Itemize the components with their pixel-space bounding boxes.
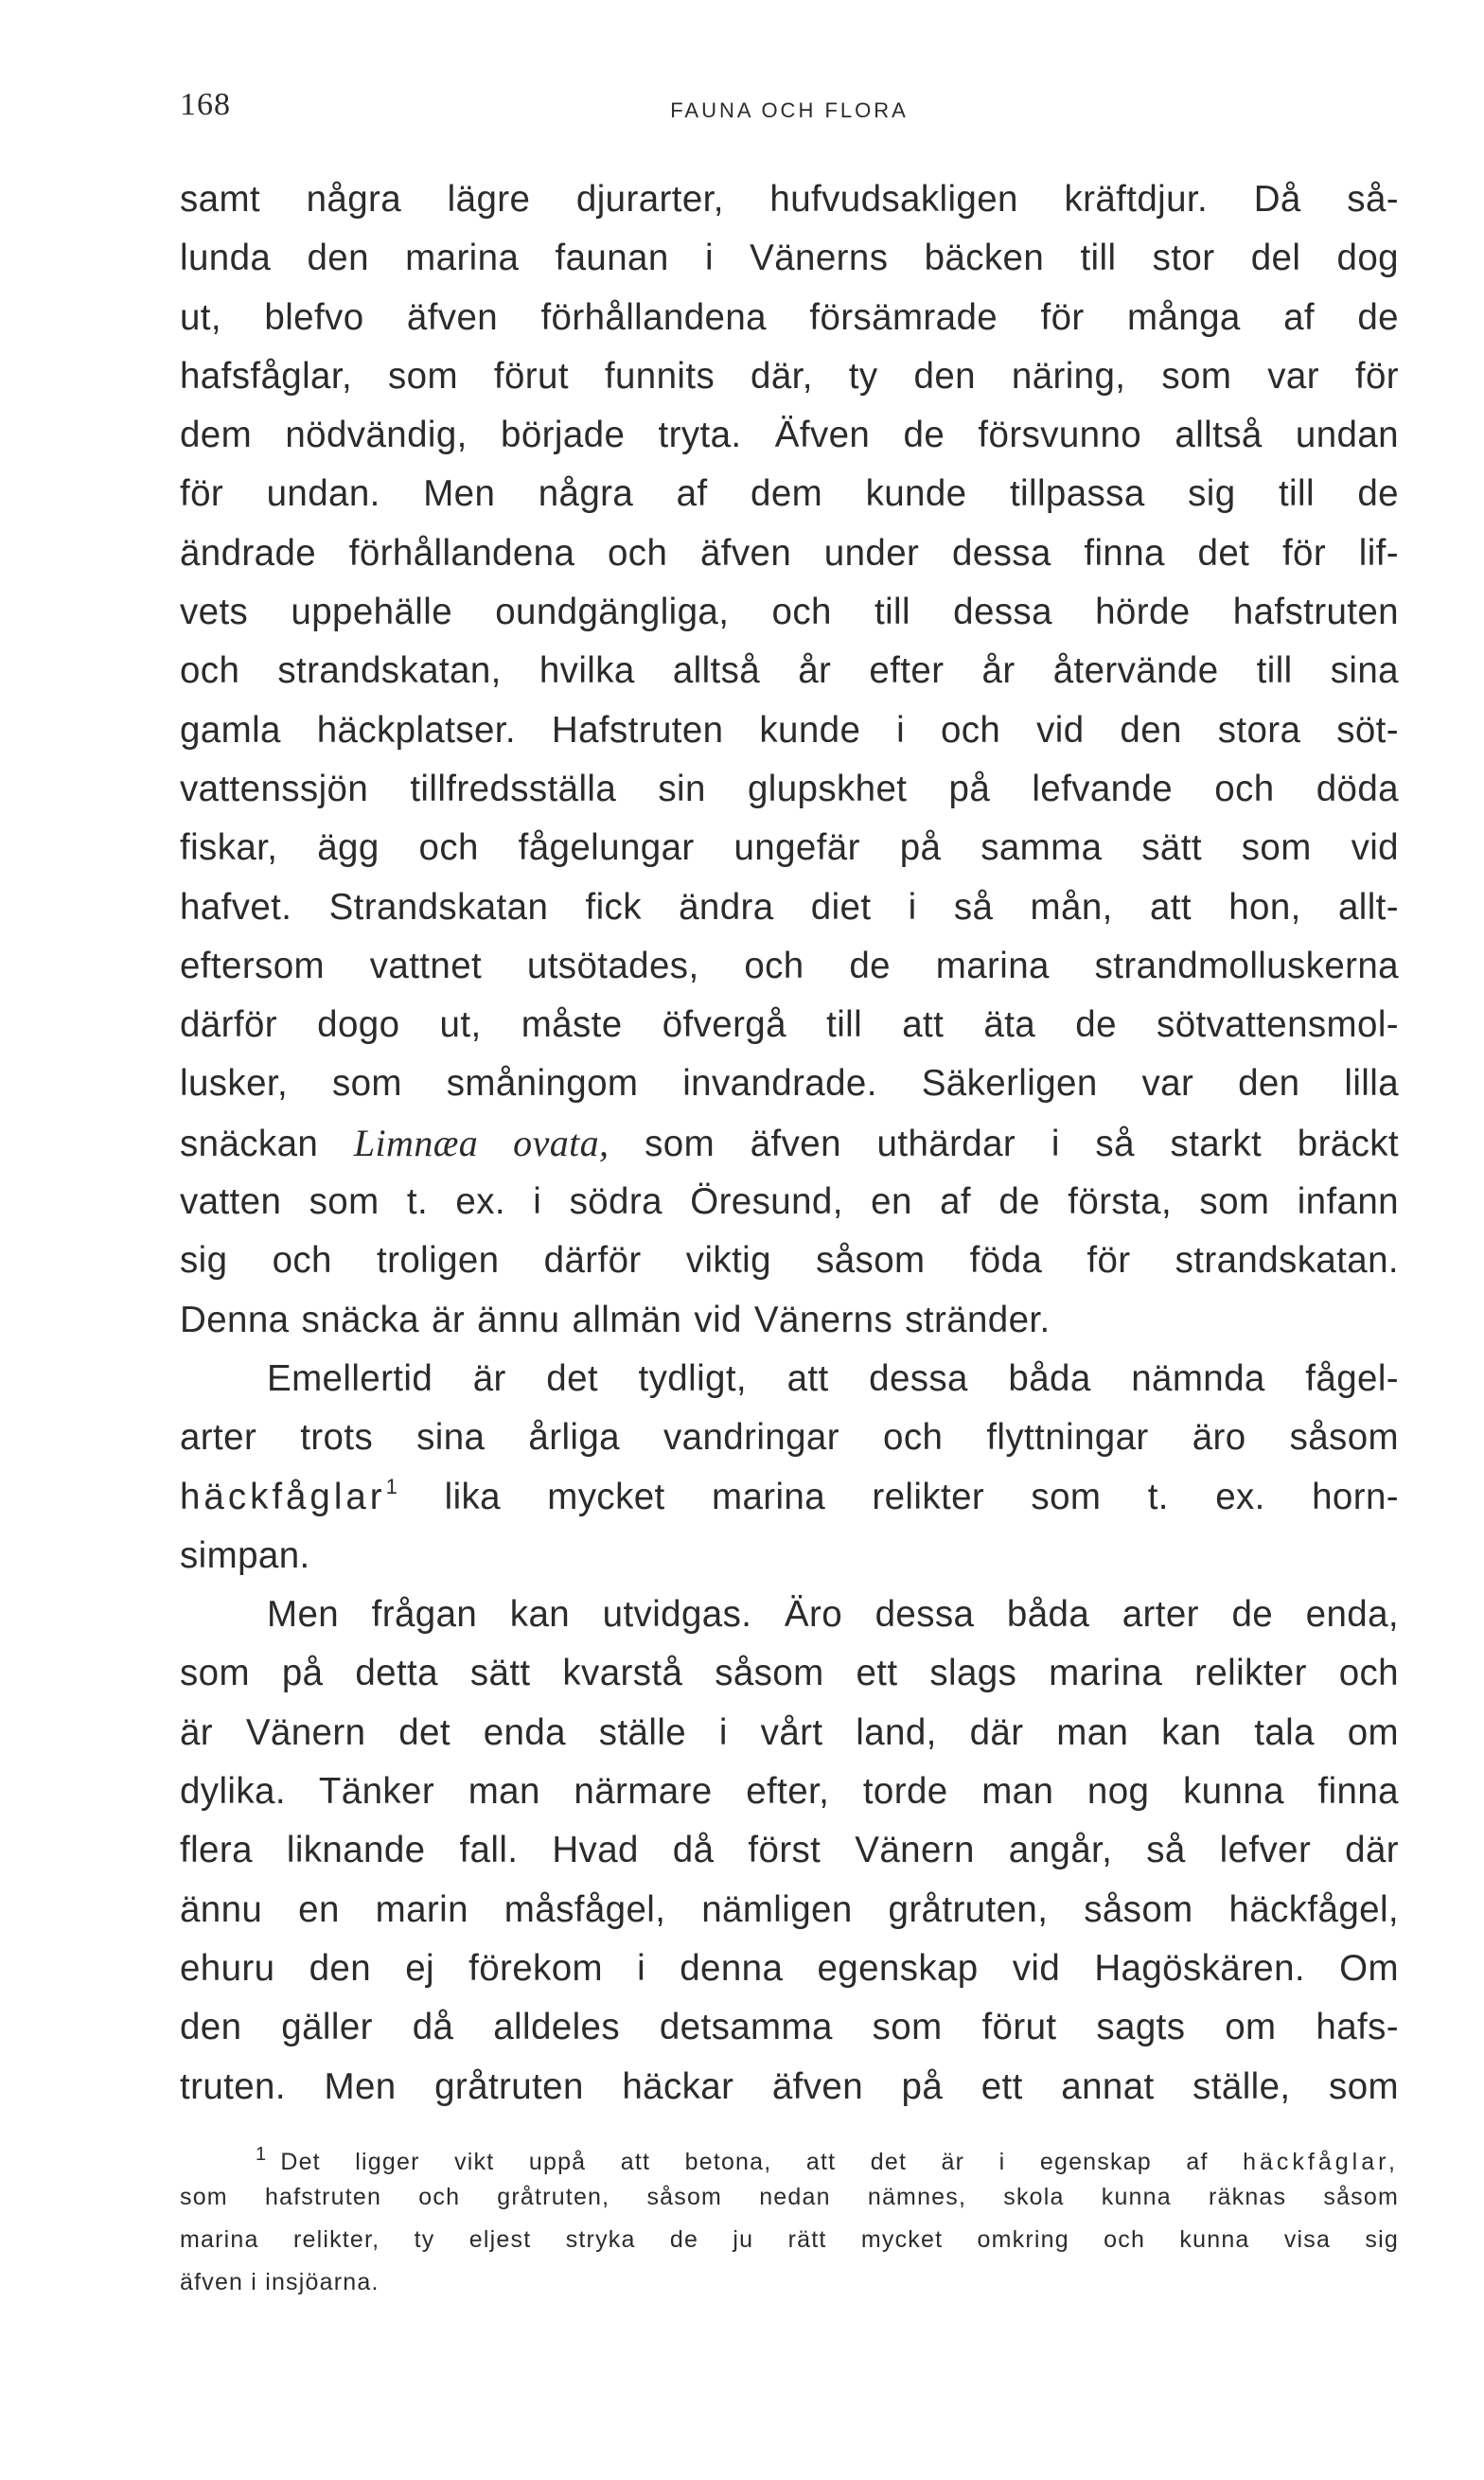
text-fragment: som äfven uthärdar i så starkt bräckt <box>609 1123 1399 1164</box>
text-line: vattenssjön tillfredsställa sin glupskhet på lefvande och döda <box>180 768 1399 809</box>
text-line: flera liknande fall. Hvad då först Vänern angår, så lefver där <box>180 1830 1399 1871</box>
text-line: hafsfåglar, som förut funnits där, ty den näring, som var för <box>180 355 1399 397</box>
text-fragment: snäckan <box>180 1123 354 1164</box>
spaced-term: häckfåglar, <box>1243 2149 1399 2175</box>
text-line: är Vänern det enda ställe i vårt land, där man kan tala om <box>180 1711 1399 1753</box>
running-head: FAUNA OCH FLORA <box>670 98 909 122</box>
footnote <box>180 2134 1399 2304</box>
text-line: sig och troligen därför viktig såsom föda för strandskatan. <box>180 1240 1399 1282</box>
footnote-reference: 1 <box>385 1474 398 1498</box>
text-line: fiskar, ägg och fågelungar ungefär på samma sätt som vid <box>180 827 1399 869</box>
paragraph-end-line: Denna snäcka är ännu allmän vid Vänerns stränder. <box>180 1299 1051 1340</box>
paragraph-start-line: Emellertid är det tydligt, att dessa båda nämnda fågel- <box>267 1357 1399 1399</box>
spaced-term: häckfåglar <box>180 1476 386 1517</box>
text-line: som på detta sätt kvarstå såsom ett slags marina relikter och <box>180 1653 1399 1694</box>
text-line-with-footnote-ref <box>180 1468 1399 1527</box>
text-line: dylika. Tänker man närmare efter, torde man nog kunna finna <box>180 1771 1399 1813</box>
footnote-line: äfven i insjöarna. <box>180 2269 380 2295</box>
species-name: Limnæa ovata, <box>353 1121 610 1164</box>
footnote-mark: 1 <box>256 2144 268 2165</box>
text-line: därför dogo ut, måste öfvergå till att äta de sötvattensmol- <box>180 1004 1399 1046</box>
paragraph-start-line: Men frågan kan utvidgas. Äro dessa båda arter de enda, <box>267 1594 1399 1636</box>
text-line: lunda den marina faunan i Vänerns bäcken till stor del dog <box>180 238 1399 279</box>
text-line: ännu en marin måsfågel, nämligen gråtruten, såsom häckfågel, <box>180 1888 1399 1930</box>
page-header <box>180 87 1399 134</box>
footnote-line: som hafstruten och gråtruten, såsom nedan nämnes, skola kunna räknas såsom <box>180 2184 1399 2210</box>
text-line: ut, blefvo äfven förhållandena försämrade för många af de <box>180 296 1399 338</box>
text-line: och strandskatan, hvilka alltså år efter år återvände till sina <box>180 650 1399 692</box>
text-line: vatten som t. ex. i södra Öresund, en af de första, som infann <box>180 1181 1399 1223</box>
text-line: hafvet. Strandskatan fick ändra diet i så mån, att hon, allt- <box>180 886 1399 928</box>
text-line: dem nödvändig, började tryta. Äfven de försvunno alltså undan <box>180 415 1399 456</box>
text-line: samt några lägre djurarter, hufvudsakligen kräftdjur. Då så- <box>180 179 1399 220</box>
paragraph-end-line: simpan. <box>180 1534 310 1576</box>
text-line: för undan. Men några af dem kunde tillpassa sig till de <box>180 473 1399 515</box>
text-line: lusker, som småningom invandrade. Säkerligen var den lilla <box>180 1063 1399 1105</box>
page-number: 168 <box>180 87 231 122</box>
text-line: vets uppehälle oundgängliga, och till dessa hörde hafstruten <box>180 592 1399 633</box>
text-line: truten. Men gråtruten häckar äfven på ett annat ställe, som <box>180 2065 1399 2107</box>
text-fragment: Det ligger vikt uppå att betona, att det är i egenskap af <box>280 2149 1244 2175</box>
text-line: ehuru den ej förekom i denna egenskap vid Hagöskären. Om <box>180 1947 1399 1989</box>
footnote-line <box>180 2134 1399 2176</box>
body-text <box>180 170 1399 2117</box>
text-line: gamla häckplatser. Hafstruten kunde i och vid den stora söt- <box>180 709 1399 751</box>
text-fragment: lika mycket marina relikter som t. ex. horn- <box>398 1476 1399 1517</box>
text-line-with-species <box>180 1114 1399 1173</box>
text-line: den gäller då alldeles detsamma som förut sagts om hafs- <box>180 2007 1399 2048</box>
text-line: ändrade förhållandena och äfven under dessa finna det för lif- <box>180 532 1399 574</box>
text-line: arter trots sina årliga vandringar och flyttningar äro såsom <box>180 1417 1399 1459</box>
text-line: eftersom vattnet utsötades, och de marina strandmolluskerna <box>180 945 1399 986</box>
footnote-line: marina relikter, ty eljest stryka de ju rätt mycket omkring och kunna visa sig <box>180 2226 1399 2253</box>
